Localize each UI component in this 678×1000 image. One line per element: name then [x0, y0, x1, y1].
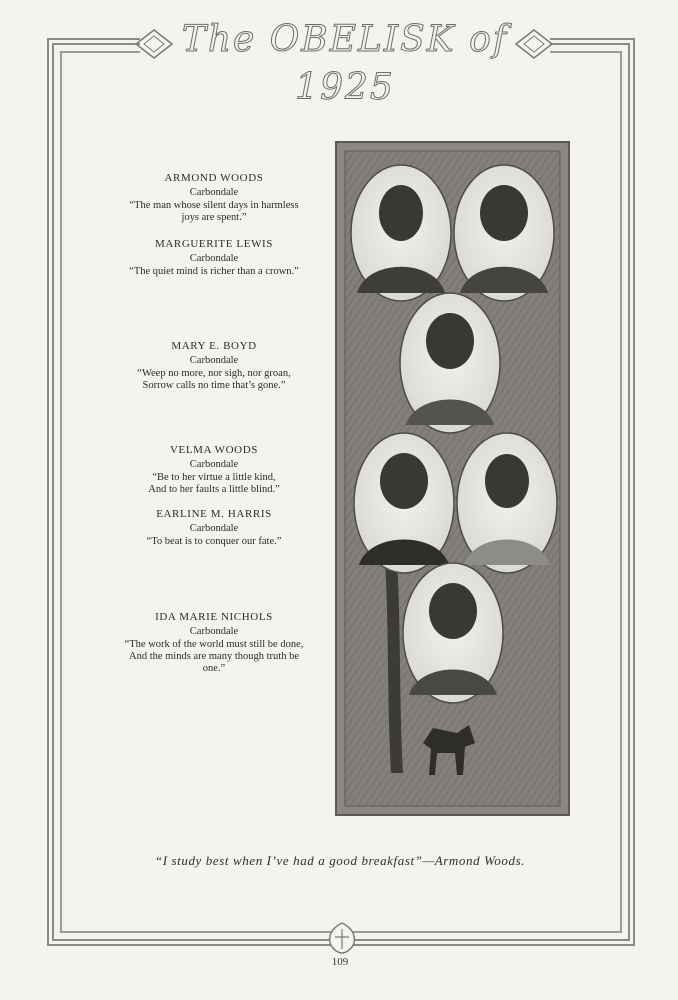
quote-line: And the minds are many though truth be	[128, 651, 299, 662]
entry-quote	[98, 266, 330, 278]
crest-ornament-icon	[326, 921, 358, 955]
quote-line: “To beat is to conquer our fate.”	[146, 536, 282, 547]
entry-town: Carbondale	[189, 625, 239, 637]
portrait-panel-art	[337, 143, 568, 814]
entry-town: Carbondale	[189, 522, 239, 534]
quote-line: one.”	[202, 663, 226, 674]
portrait-marguerite-lewis	[454, 165, 554, 301]
portrait-armond-woods	[351, 165, 451, 301]
entry-armond-woods	[98, 172, 330, 224]
entry-name: VELMA WOODS	[170, 444, 258, 456]
entry-name: MARY E. BOYD	[171, 340, 257, 352]
quote-line: “The man whose silent days in harmless	[129, 200, 299, 211]
portrait-velma-woods	[354, 433, 454, 573]
entry-town: Carbondale	[189, 354, 239, 366]
portrait-earline-harris	[457, 433, 557, 573]
entry-mary-boyd	[98, 340, 330, 392]
entry-quote	[98, 639, 330, 675]
entry-town: Carbondale	[189, 458, 239, 470]
portrait-panel	[335, 141, 570, 816]
entry-velma-woods	[98, 444, 330, 496]
quote-line: joys are spent.”	[181, 212, 247, 223]
quote-line: And to her faults a little blind.”	[148, 484, 280, 495]
entry-name: EARLINE M. HARRIS	[156, 508, 272, 520]
page-caption: “I study best when I’ve had a good breakfast”—Armond Woods.	[154, 853, 526, 868]
entry-marguerite-lewis	[98, 238, 330, 278]
quote-line: “Weep no more, nor sigh, nor groan,	[137, 368, 291, 379]
entry-quote	[98, 200, 330, 224]
entry-town: Carbondale	[189, 252, 239, 264]
quote-line: “The quiet mind is richer than a crown.”	[129, 266, 299, 277]
portrait-ida-nichols	[403, 563, 503, 703]
entry-quote	[98, 368, 330, 392]
page-header-title: The OBELISK of 1925	[181, 19, 509, 108]
entry-quote	[98, 536, 330, 548]
page-number: 109	[331, 956, 349, 968]
entry-town: Carbondale	[189, 186, 239, 198]
entry-name: ARMOND WOODS	[164, 172, 264, 184]
entry-name: IDA MARIE NICHOLS	[155, 611, 273, 623]
entry-quote	[98, 472, 330, 496]
entry-ida-nichols	[98, 611, 330, 675]
entry-name: MARGUERITE LEWIS	[154, 238, 274, 250]
portrait-mary-boyd	[400, 293, 500, 433]
quote-line: “Be to her virtue a little kind,	[152, 472, 276, 483]
quote-line: “The work of the world must still be done,	[124, 639, 304, 650]
entry-earline-harris	[98, 508, 330, 548]
quote-line: Sorrow calls no time that’s gone.”	[142, 380, 286, 391]
